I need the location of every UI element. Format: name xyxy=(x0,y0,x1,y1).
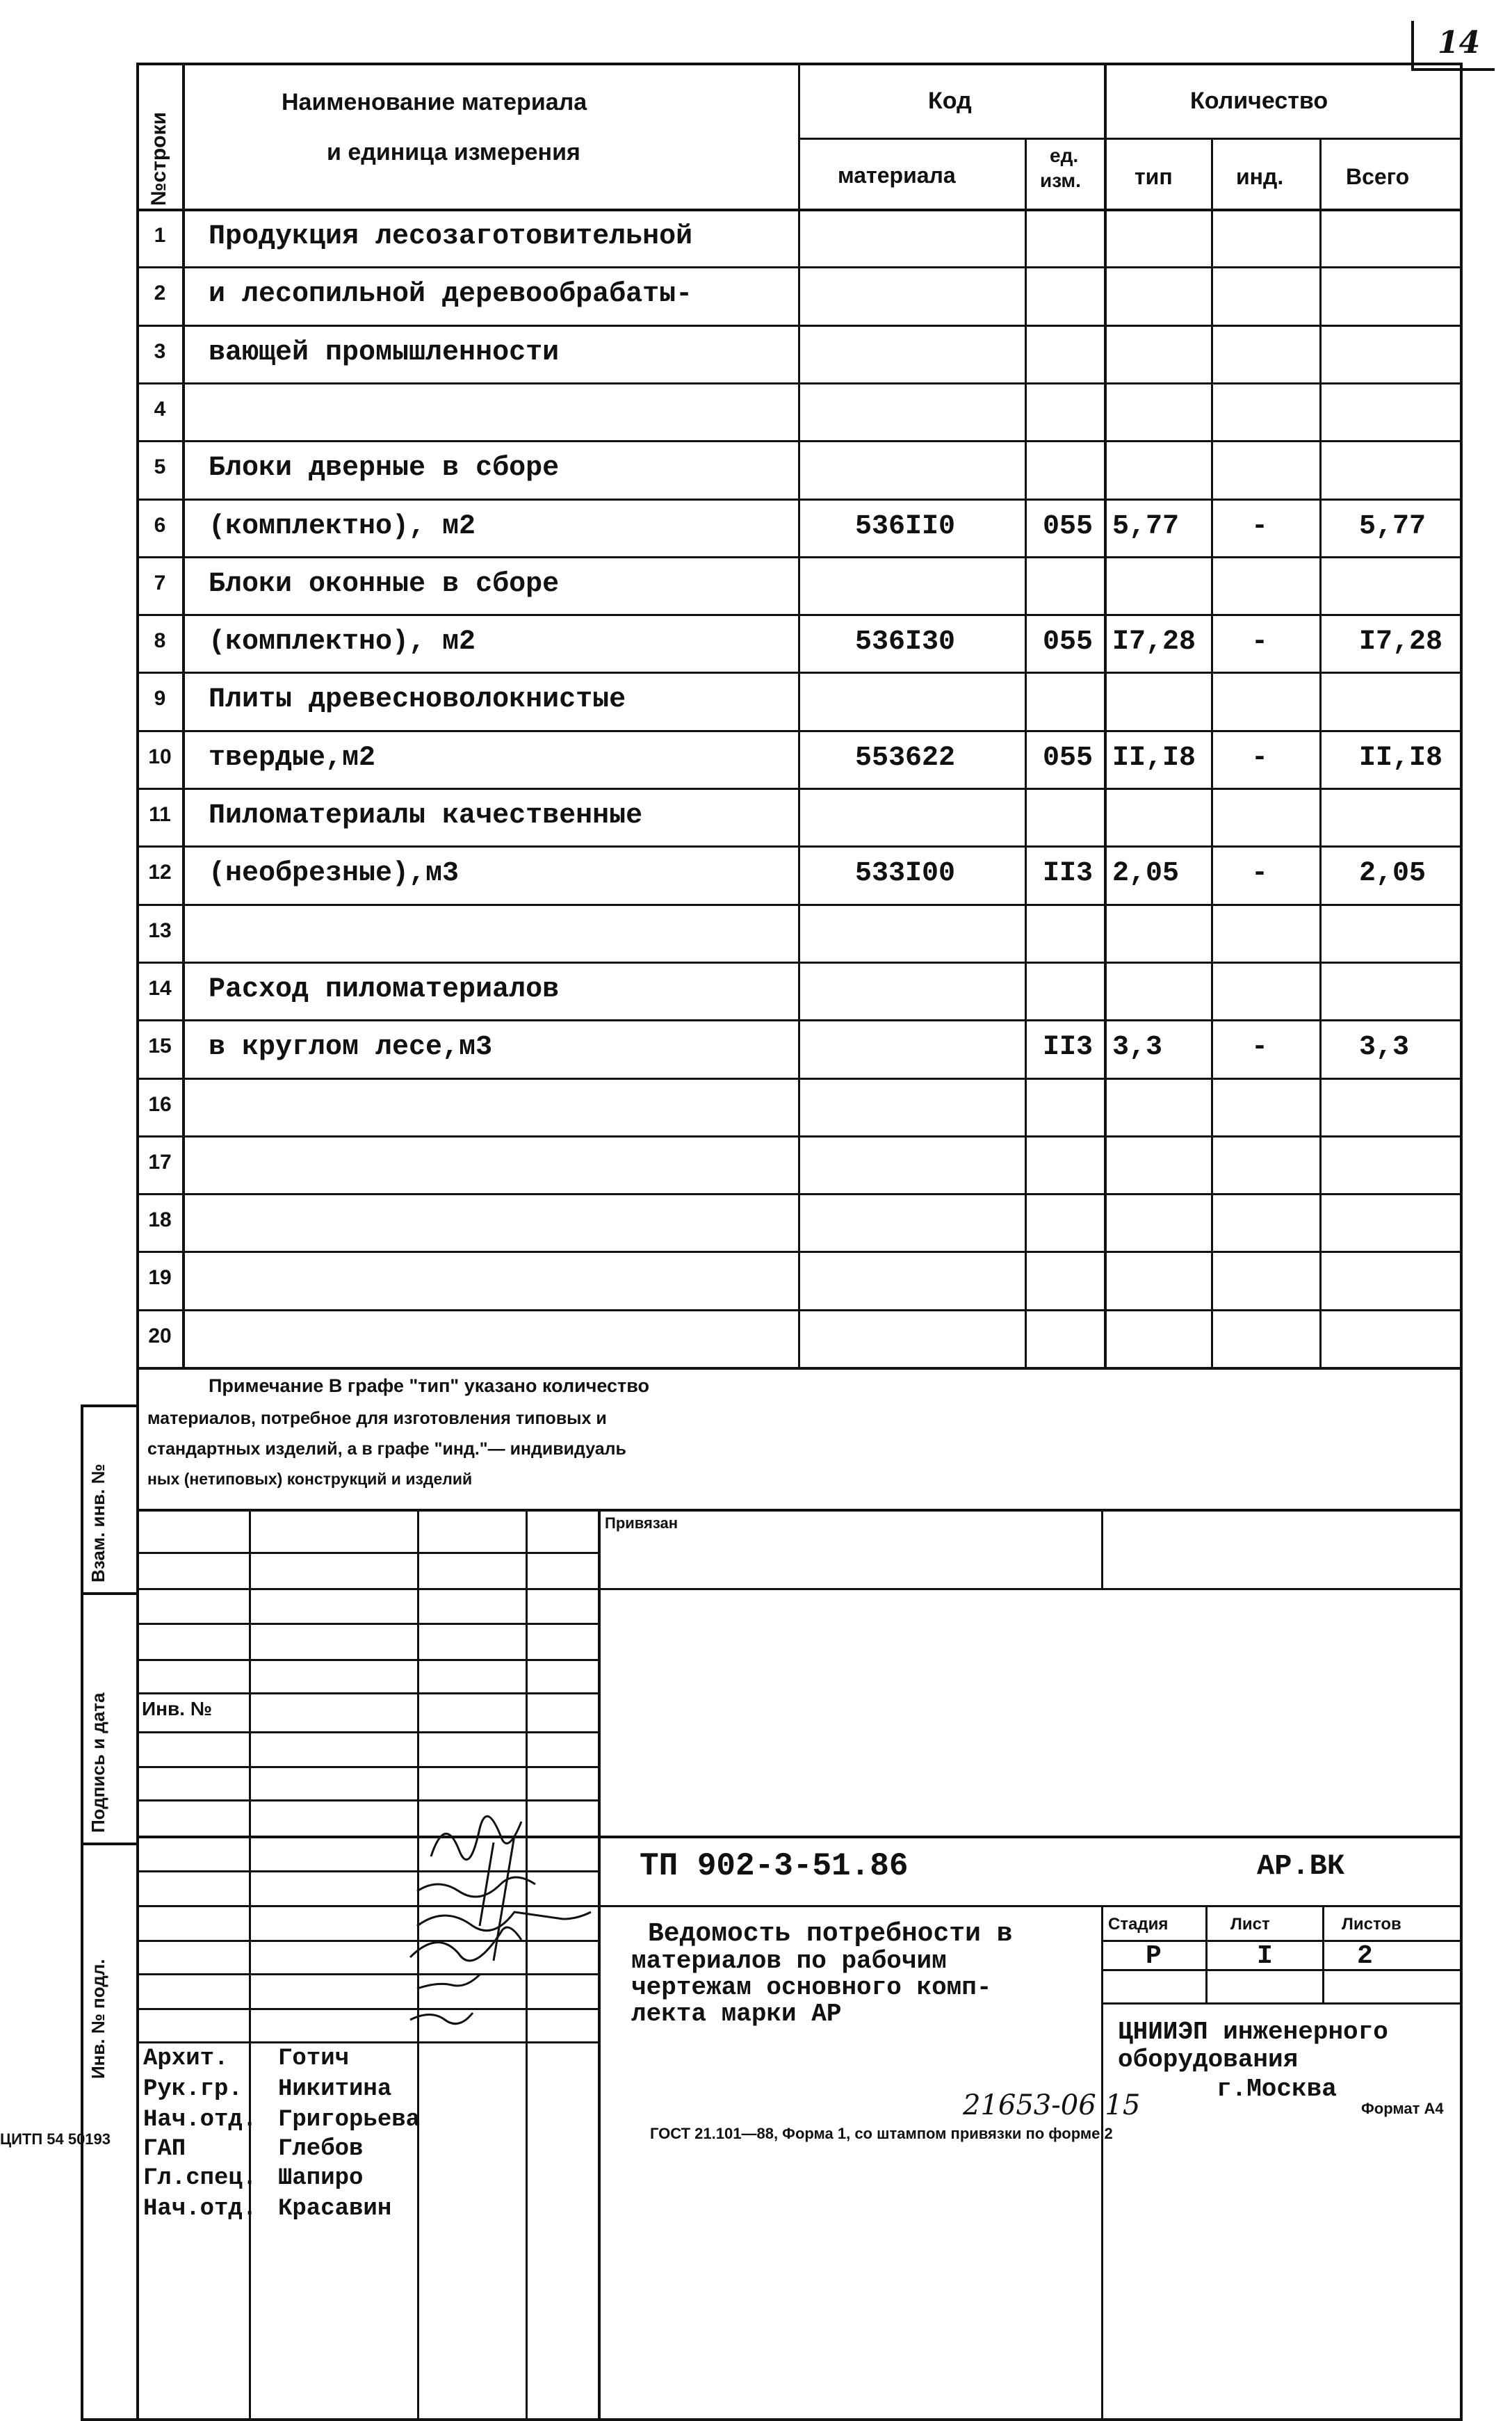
cell-ind: - xyxy=(1251,858,1269,889)
signatory-role: Архит. xyxy=(143,2046,229,2072)
row-number: 15 xyxy=(148,1035,172,1058)
cell-unit: 055 xyxy=(1043,626,1094,658)
row-number: 7 xyxy=(154,572,166,594)
footer-left: ЦИТП 54 50193 xyxy=(0,2130,111,2148)
privyazan-label: Привязан xyxy=(605,1514,678,1532)
vzam-inv-label: Взам. инв. № xyxy=(88,1464,108,1582)
document-title-line-4: лекта марки АР xyxy=(631,2000,842,2028)
document-title-line-1: Ведомость потребности в xyxy=(648,1919,1013,1949)
sheet-label: Лист xyxy=(1230,1915,1270,1934)
signatory-role: Рук.гр. xyxy=(143,2076,243,2103)
organization-line-1: ЦНИИЭП инженерного xyxy=(1118,2018,1388,2046)
cell-unit: II3 xyxy=(1043,1032,1094,1063)
row-number: 16 xyxy=(148,1093,172,1116)
row-number: 1 xyxy=(154,224,166,247)
page-number: 14 xyxy=(1438,25,1481,60)
cell-name: Блоки оконные в сборе xyxy=(209,569,560,600)
cell-code: 553622 xyxy=(855,743,956,774)
cell-code: 536II0 xyxy=(855,511,956,542)
name-header-1: Наименование материала xyxy=(282,89,587,115)
sheet-value: I xyxy=(1257,1941,1273,1971)
cell-ind: - xyxy=(1251,1032,1269,1063)
row-number: 20 xyxy=(148,1325,172,1347)
signatory-role: ГАП xyxy=(143,2136,186,2162)
row-number: 11 xyxy=(149,803,171,826)
note-line-1: Примечание В графе "тип" указано количество xyxy=(209,1375,649,1396)
quantity-header: Количество xyxy=(1190,88,1328,114)
signature-date-label: Подпись и дата xyxy=(88,1692,108,1833)
signatory-name: Никитина xyxy=(278,2076,392,2103)
note-line-2: материалов, потребное для изготовления типовых и xyxy=(147,1409,607,1428)
code-unit-header-2: изм. xyxy=(1040,170,1081,191)
cell-unit: II3 xyxy=(1043,858,1094,889)
cell-total: 3,3 xyxy=(1359,1032,1410,1063)
row-number: 14 xyxy=(148,977,172,1000)
document-title-line-2: материалов по рабочим xyxy=(631,1947,947,1975)
row-number: 18 xyxy=(148,1208,172,1231)
code-material-header: материала xyxy=(838,163,956,188)
cell-name: вающей промышленности xyxy=(209,337,560,369)
document-mark: АР.ВК xyxy=(1257,1849,1345,1883)
cell-ind: - xyxy=(1251,511,1269,542)
signatory-role: Гл.спец. xyxy=(143,2165,257,2192)
signatures-image xyxy=(389,1780,640,2128)
cell-ind: - xyxy=(1251,743,1269,774)
name-header-2: и единица измерения xyxy=(327,139,580,165)
cell-total: II,I8 xyxy=(1359,743,1443,774)
format-label: Формат А4 xyxy=(1361,2100,1444,2117)
cell-ind: - xyxy=(1251,626,1269,658)
cell-unit: 055 xyxy=(1043,743,1094,774)
inv-no-label: Инв. № xyxy=(142,1698,213,1719)
signatory-name: Красавин xyxy=(278,2196,392,2222)
cell-total: 5,77 xyxy=(1359,511,1426,542)
note-line-3: стандартных изделий, а в графе "инд."— индивидуаль xyxy=(147,1439,626,1459)
row-number-header: №строки xyxy=(147,112,170,206)
note-line-4: ных (нетиповых) конструкций и изделий xyxy=(147,1470,473,1488)
cell-name: Продукция лесозаготовительной xyxy=(209,221,693,252)
cell-typ: I7,28 xyxy=(1112,626,1196,658)
organization-line-3: г.Москва xyxy=(1217,2075,1337,2103)
code-unit-header-1: ед. xyxy=(1050,145,1079,166)
inv-podl-label: Инв. № подл. xyxy=(88,1959,108,2079)
qty-type-header: тип xyxy=(1135,164,1173,189)
cell-name: (необрезные),м3 xyxy=(209,858,460,889)
cell-code: 536I30 xyxy=(855,626,956,658)
sheets-value: 2 xyxy=(1357,1941,1373,1971)
row-number: 5 xyxy=(154,455,166,478)
row-number: 6 xyxy=(154,514,166,537)
cell-typ: 3,3 xyxy=(1112,1032,1163,1063)
organization-line-2: оборудования xyxy=(1118,2046,1299,2074)
cell-typ: II,I8 xyxy=(1112,743,1196,774)
cell-name: Пиломатериалы качественные xyxy=(209,800,643,832)
row-number: 10 xyxy=(148,745,172,768)
cell-name: (комплектно), м2 xyxy=(209,511,476,542)
cell-typ: 5,77 xyxy=(1112,511,1180,542)
row-number: 9 xyxy=(154,687,166,710)
signatory-role: Нач.отд. xyxy=(143,2107,257,2133)
cell-code: 533I00 xyxy=(855,858,956,889)
cell-name: и лесопильной деревообрабаты- xyxy=(209,279,693,310)
row-number: 13 xyxy=(148,919,172,942)
row-number: 8 xyxy=(154,629,166,652)
qty-total-header: Всего xyxy=(1346,164,1410,189)
document-code: ТП 902-3-51.86 xyxy=(640,1848,909,1884)
row-number: 19 xyxy=(148,1266,172,1289)
cell-typ: 2,05 xyxy=(1112,858,1180,889)
qty-ind-header: инд. xyxy=(1236,164,1284,189)
signatory-name: Шапиро xyxy=(278,2165,364,2192)
cell-total: 2,05 xyxy=(1359,858,1426,889)
code-header: Код xyxy=(928,88,972,114)
cell-total: I7,28 xyxy=(1359,626,1443,658)
row-number: 2 xyxy=(154,282,166,305)
cell-name: Расход пиломатериалов xyxy=(209,974,560,1005)
row-number: 12 xyxy=(148,861,172,884)
row-number: 3 xyxy=(154,340,166,363)
signatory-name: Глебов xyxy=(278,2136,364,2162)
cell-name: Плиты древесноволокнистые xyxy=(209,684,626,715)
cell-name: в круглом лесе,м3 xyxy=(209,1032,493,1063)
cell-name: Блоки дверные в сборе xyxy=(209,453,560,484)
cell-unit: 055 xyxy=(1043,511,1094,542)
signatory-name: Григорьева xyxy=(278,2107,421,2133)
cell-name: (комплектно), м2 xyxy=(209,626,476,658)
row-number: 4 xyxy=(154,398,166,421)
archive-number: 21653-06 15 xyxy=(963,2089,1141,2121)
footer-right: ГОСТ 21.101—88, Форма 1, со штампом привязки по форме 2 xyxy=(650,2125,1113,2142)
signatory-name: Готич xyxy=(278,2046,350,2072)
document-title-line-3: чертежам основного комп- xyxy=(631,1973,992,2002)
signatory-role: Нач.отд. xyxy=(143,2196,257,2222)
sheets-label: Листов xyxy=(1342,1915,1401,1934)
stage-value: Р xyxy=(1146,1941,1162,1971)
row-number: 17 xyxy=(148,1151,172,1174)
stage-label: Стадия xyxy=(1108,1915,1169,1934)
cell-name: твердые,м2 xyxy=(209,743,376,774)
